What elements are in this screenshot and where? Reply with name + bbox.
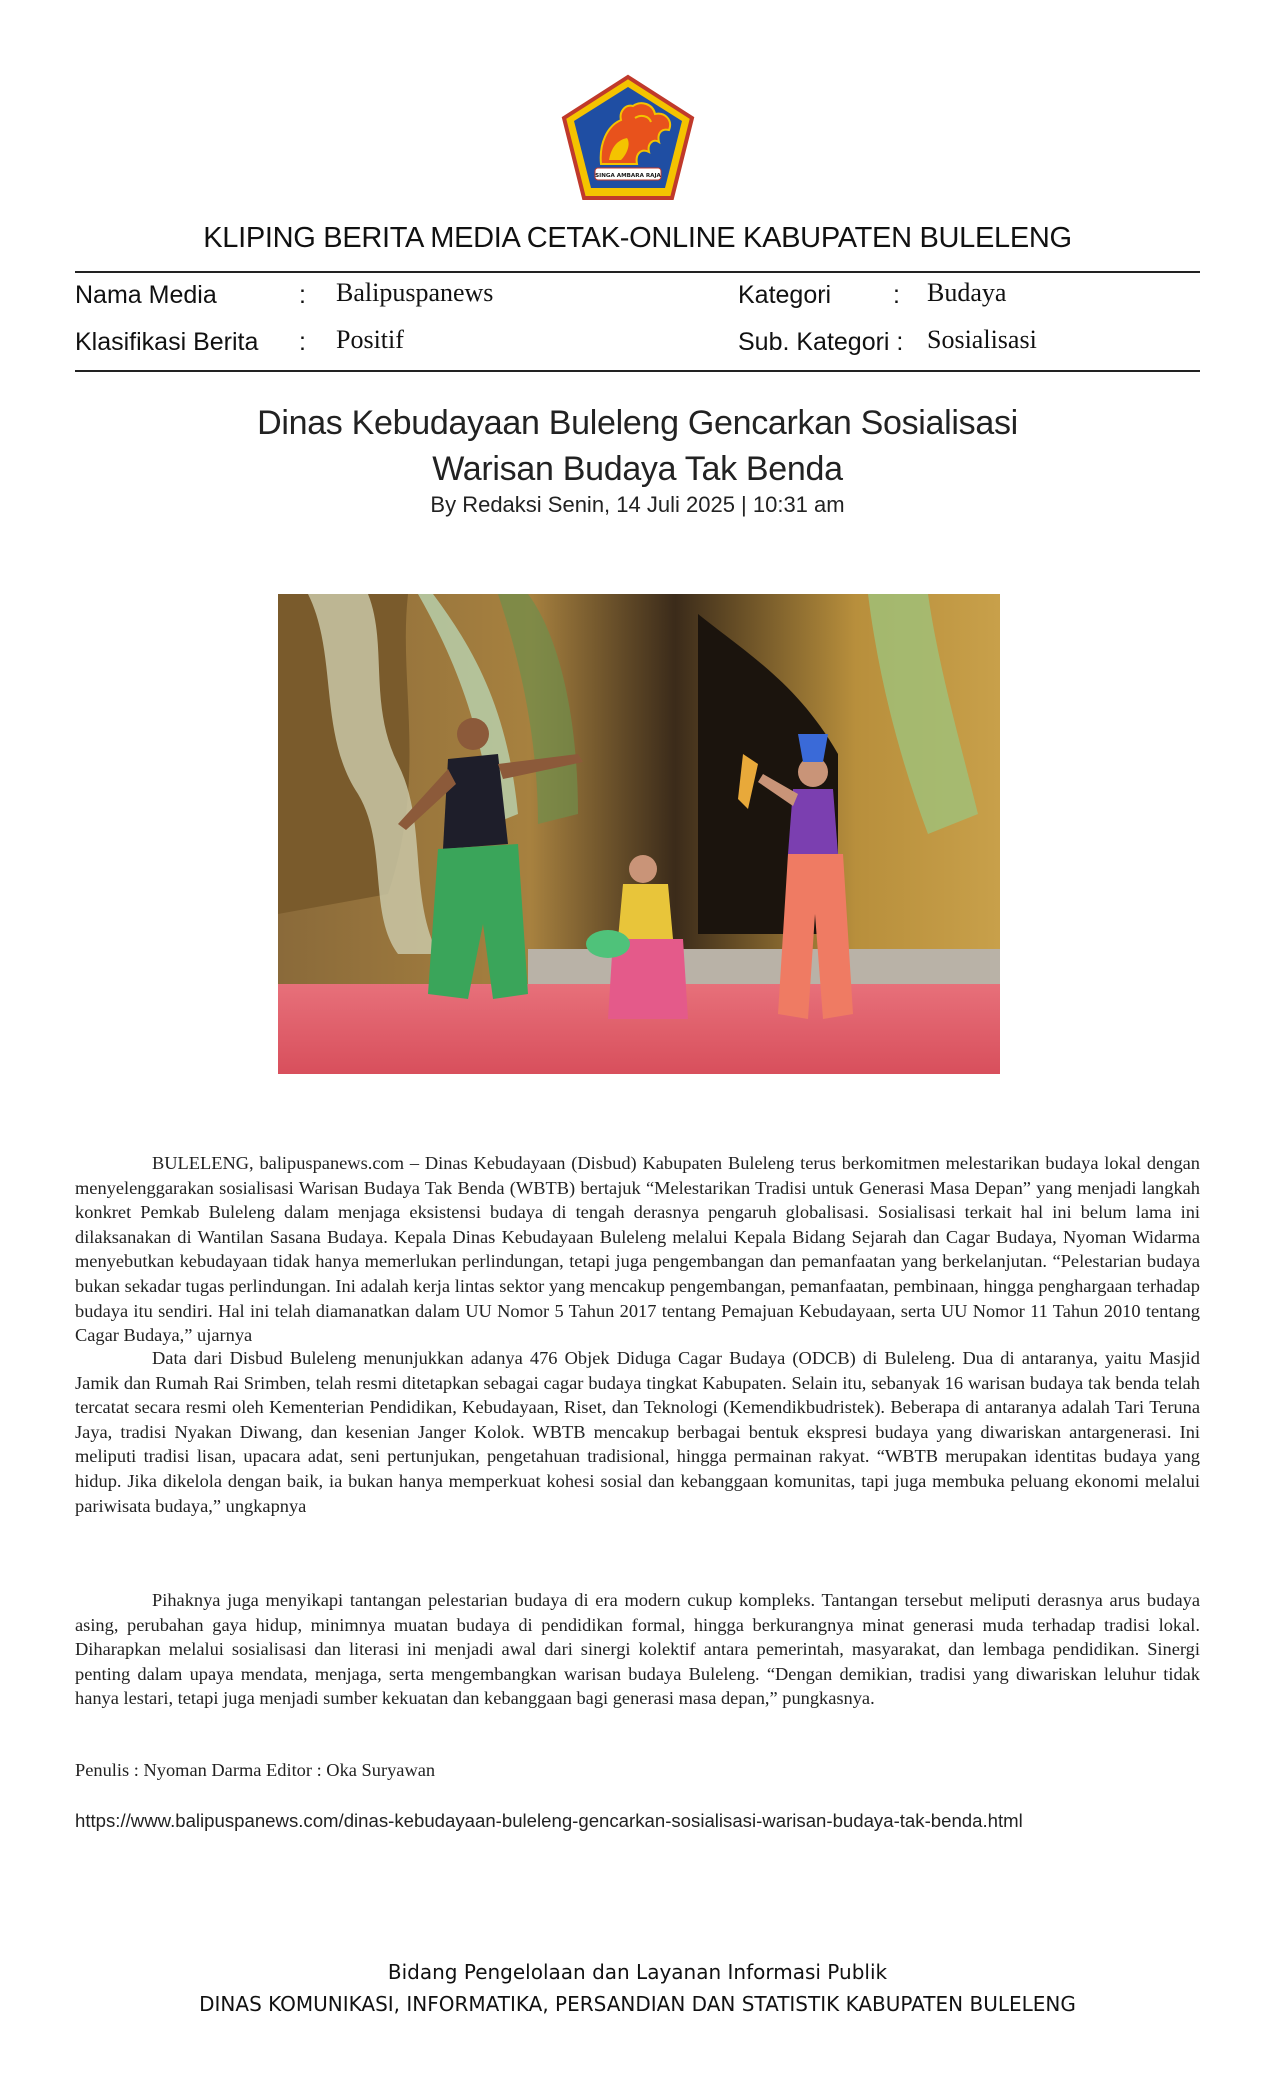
article-byline: By Redaksi Senin, 14 Juli 2025 | 10:31 am: [430, 492, 845, 517]
media-colon: :: [299, 281, 306, 309]
article-body: [75, 1151, 1200, 1348]
klasifikasi-label: Klasifikasi Berita: [75, 328, 259, 356]
media-label: Nama Media: [75, 281, 217, 309]
article-body-2: [75, 1346, 1200, 1518]
dance-performance-photo: [278, 594, 1000, 1074]
header-rule-top: [75, 271, 1200, 273]
article-credits: Penulis : Nyoman Darma Editor : Oka Suryawan: [75, 1760, 436, 1780]
kategori-label: Kategori: [738, 281, 832, 309]
footer-line-1: Bidang Pengelolaan dan Layanan Informasi Publik: [387, 1960, 888, 1984]
header-rule-bottom: [75, 370, 1200, 372]
kliping-title: KLIPING BERITA MEDIA CETAK-ONLINE KABUPATEN BULELENG: [203, 222, 1072, 254]
article-paragraph-3: Pihaknya juga menyikapi tantangan pelestarian budaya di era modern cukup kompleks. Tantangan tersebut meliputi derasnya arus budaya asing, perubahan gaya hidup, minimnya muatan budaya di pendidikan formal, hingga berkurangnya minat generasi muda terhadap tradisi lokal. Diharapkan melalui sosialisasi dan literasi ini menjadi awal dari sinergi kolektif antara pemerintah, masyarakat, dan lembaga pendidikan. Sinergi penting dalam upaya mendata, menjaga, serta mengembangkan warisan budaya Buleleng. “Dengan demikian, tradisi yang diwariskan leluhur tidak hanya lestari, tetapi juga menjadi sumber kekuatan dan kebanggaan bagi generasi masa depan,” pungkasnya.: [75, 1590, 1200, 1709]
buleleng-regency-logo: [561, 74, 696, 202]
footer-line-2: DINAS KOMUNIKASI, INFORMATIKA, PERSANDIAN DAN STATISTIK KABUPATEN BULELENG: [199, 1992, 1076, 2016]
article-title-line-1: Dinas Kebudayaan Buleleng Gencarkan Sosialisasi: [257, 404, 1018, 442]
klasifikasi-value: Positif: [336, 325, 404, 354]
article-body-3: [75, 1588, 1200, 1711]
article-paragraph-1: BULELENG, balipuspanews.com – Dinas Kebudayaan (Disbud) Kabupaten Buleleng terus berkomitmen melestarikan budaya lokal dengan menyelenggarakan sosialisasi Warisan Budaya Tak Benda (WBTB) bertajuk “Melestarikan Tradisi untuk Generasi Masa Depan” yang menjadi langkah konkret Pemkab Buleleng dalam menjaga eksistensi budaya di tengah derasnya pengaruh globalisasi. Sosialisasi terkait hal ini belum lama ini dilaksanakan di Wantilan Sasana Budaya. Kepala Dinas Kebudayaan Buleleng melalui Kepala Bidang Sejarah dan Cagar Budaya, Nyoman Widarma menyebutkan kebudayaan tidak hanya memerlukan perlindungan, tetapi juga pengembangan dan pemanfaatan yang berkelanjutan. “Pelestarian budaya bukan sekadar tugas perlindungan. Ini adalah kerja lintas sektor yang mencakup pengembangan, pemanfaatan, pembinaan, hingga penghargaan terhadap budaya itu sendiri. Hal ini telah diamanatkan dalam UU Nomor 5 Tahun 2017 tentang Pemajuan Kebudayaan, serta UU Nomor 11 Tahun 2010 tentang Cagar Budaya,” ujarnya: [75, 1153, 1200, 1346]
kategori-value: Budaya: [927, 278, 1007, 307]
subkategori-label: Sub. Kategori :: [738, 328, 904, 356]
article-paragraph-2: Data dari Disbud Buleleng menunjukkan adanya 476 Objek Diduga Cagar Budaya (ODCB) di Buleleng. Dua di antaranya, yaitu Masjid Jamik dan Rumah Rai Srimben, telah resmi ditetapkan sebagai cagar budaya tingkat Kabupaten. Selain itu, sebanyak 16 warisan budaya tak benda telah tercatat secara resmi oleh Kementerian Pendidikan, Kebudayaan, Riset, dan Teknologi (Kemendikbudristek). Beberapa di antaranya adalah Tari Teruna Jaya, tradisi Nyakan Diwang, dan kesenian Janger Kolok. WBTB mencakup berbagai bentuk ekspresi budaya yang diwariskan antargenerasi. Ini meliputi tradisi lisan, upacara adat, seni pertunjukan, pengetahuan tradisional, hingga permainan rakyat. “WBTB merupakan identitas budaya yang hidup. Jika dikelola dengan baik, ia bukan hanya memperkuat kohesi sosial dan kebanggaan komunitas, tapi juga membuka peluang ekonomi melalui pariwisata budaya,” ungkapnya: [75, 1348, 1200, 1516]
article-source-url: https://www.balipuspanews.com/dinas-kebudayaan-buleleng-gencarkan-sosialisasi-warisan-budaya-tak-benda.html: [75, 1810, 1023, 1831]
klasifikasi-colon: :: [299, 328, 306, 356]
media-value: Balipuspanews: [336, 278, 494, 307]
kategori-colon: :: [893, 281, 900, 309]
subkategori-value: Sosialisasi: [927, 325, 1037, 354]
article-title-line-2: Warisan Budaya Tak Benda: [432, 450, 843, 488]
svg-text:SINGA AMBARA RAJA: SINGA AMBARA RAJA: [595, 173, 661, 179]
